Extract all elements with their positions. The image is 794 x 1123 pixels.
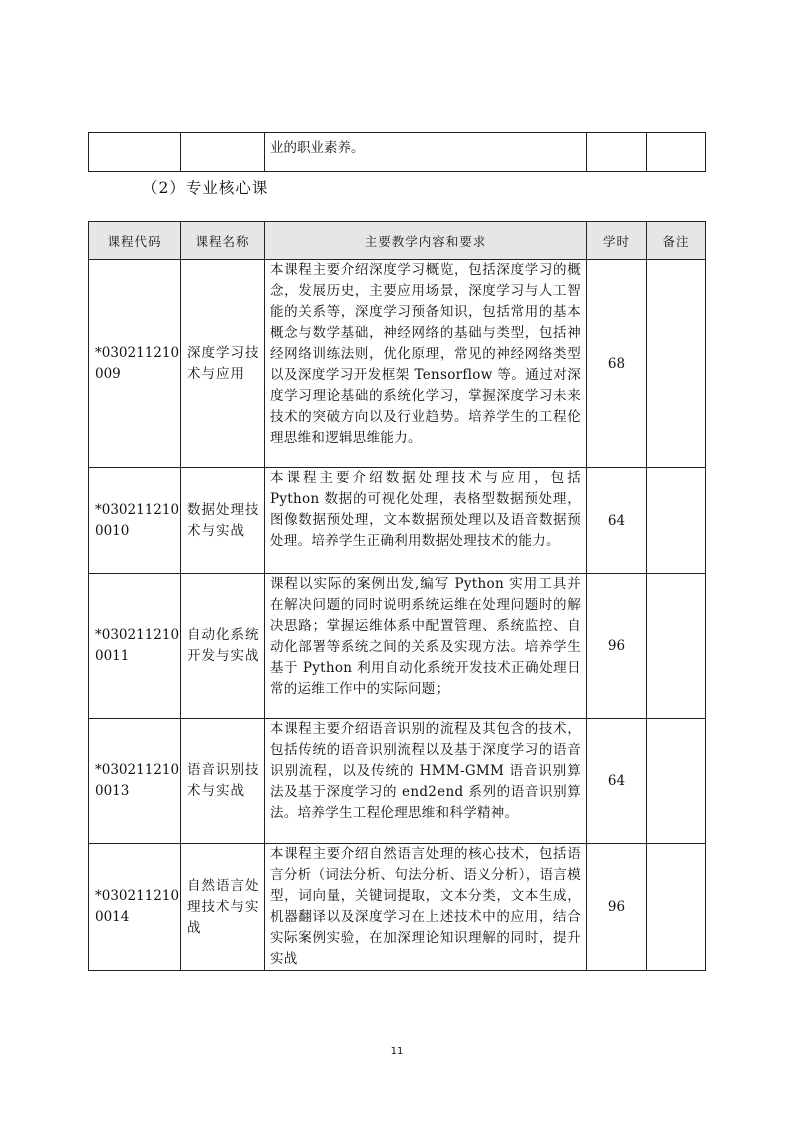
header-notes: 备注: [647, 222, 706, 260]
table-cell-content: 业的职业素养。: [265, 133, 587, 172]
section-title: （2）专业核心课: [142, 179, 269, 197]
table-row: [89, 574, 706, 719]
course-name: 深度学习技术与应用: [181, 260, 265, 468]
course-name: 数据处理技术与实战: [181, 468, 265, 574]
course-hours: 96: [587, 574, 647, 719]
header-hours: 学时: [587, 222, 647, 260]
course-hours: 68: [587, 260, 647, 468]
course-code: *0302112100014: [89, 844, 181, 971]
course-notes: [647, 844, 706, 971]
table-cell: [89, 133, 181, 172]
core-course-table: [88, 221, 706, 971]
header-content: 主要教学内容和要求: [265, 222, 587, 260]
course-code: *0302112100013: [89, 719, 181, 844]
course-code: *0302112100010: [89, 468, 181, 574]
course-code: *030211210009: [89, 260, 181, 468]
header-code: 课程代码: [89, 222, 181, 260]
course-hours: 96: [587, 844, 647, 971]
course-content: 课程以实际的案例出发,编写 Python 实用工具并在解决问题的同时说明系统运维在处理问题时的解决思路；掌握运维体系中配置管理、系统监控、自动化部署等系统之间的关系及实现方法。培养学生基于 Python 利用自动化系统开发技术正确处理日常的运维工作中的实际问题；: [265, 574, 587, 719]
table-row: [89, 844, 706, 971]
header-name: 课程名称: [181, 222, 265, 260]
course-content: 本课程主要介绍数据处理技术与应用，包括 Python 数据的可视化处理，表格型数据预处理，图像数据预处理，文本数据预处理以及语音数据预处理。培养学生正确利用数据处理技术的能力。: [265, 468, 587, 574]
table-header-row: [89, 222, 706, 260]
course-hours: 64: [587, 719, 647, 844]
table-cell: [181, 133, 265, 172]
course-content: 本课程主要介绍语音识别的流程及其包含的技术，包括传统的语音识别流程以及基于深度学习的语音识别流程，以及传统的 HMM-GMM 语音识别算法及基于深度学习的 end2end 系列的语音识别算法。培养学生工程伦理思维和科学精神。: [265, 719, 587, 844]
course-name: 自动化系统开发与实战: [181, 574, 265, 719]
table-row: [89, 260, 706, 468]
course-notes: [647, 719, 706, 844]
course-name: 语音识别技术与实战: [181, 719, 265, 844]
course-code: *0302112100011: [89, 574, 181, 719]
table-row: [89, 719, 706, 844]
course-content: 本课程主要介绍自然语言处理的核心技术，包括语言分析（词法分析、句法分析、语义分析），语言模型，词向量，关键词提取，文本分类，文本生成，机器翻译以及深度学习在上述技术中的应用，结合实际案例实验，在加深理论知识理解的同时，提升实战: [265, 844, 587, 971]
page-number: 11: [390, 1046, 404, 1057]
table-cell: [647, 133, 706, 172]
table-row: [89, 133, 706, 172]
course-name: 自然语言处理技术与实战: [181, 844, 265, 971]
course-content: 本课程主要介绍深度学习概览，包括深度学习的概念，发展历史，主要应用场景，深度学习与人工智能的关系等，深度学习预备知识，包括常用的基本概念与数学基础，神经网络的基础与类型，包括神经网络训练法则，优化原理，常见的神经网络类型以及深度学习开发框架 Tensorflow 等。通过对深度学习理论基础的系统化学习，掌握深度学习未来技术的突破方向以及行业趋势。培养学生的工程伦理思维和逻辑思维能力。: [265, 260, 587, 468]
table-row: [89, 468, 706, 574]
course-notes: [647, 468, 706, 574]
previous-table-continuation: [88, 132, 706, 172]
course-notes: [647, 260, 706, 468]
course-notes: [647, 574, 706, 719]
table-cell: [587, 133, 647, 172]
course-hours: 64: [587, 468, 647, 574]
